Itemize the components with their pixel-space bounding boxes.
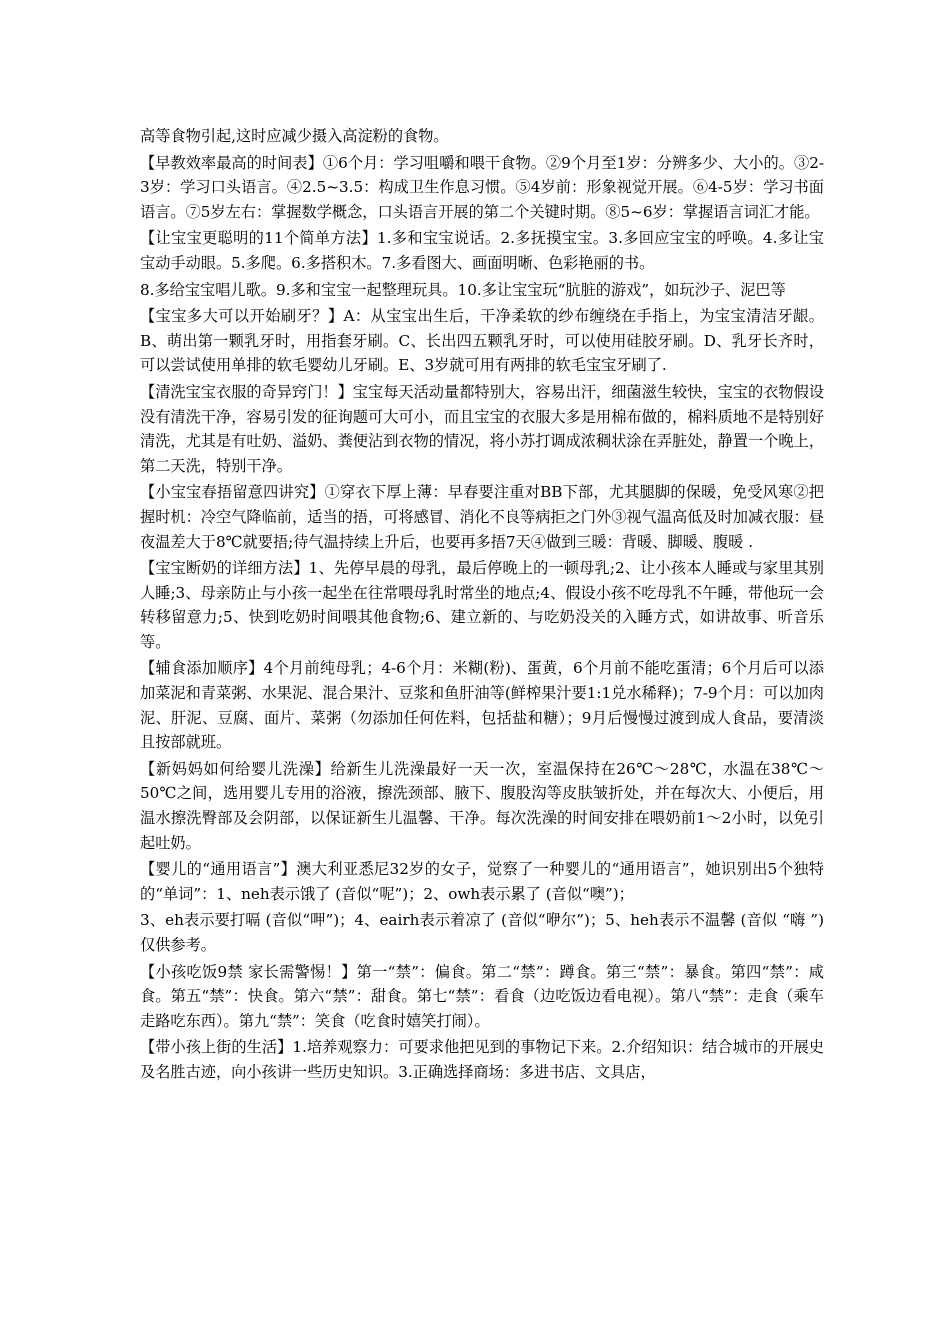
paragraph-spring-warmth: 【小宝宝春捂留意四讲究】①穿衣下厚上薄：早春要注重对BB下部，尤其腿脚的保暖，免受风寒②把握时机：冷空气降临前，适当的捂，可将感冒、消化不良等病拒之门外③视气温高低及时加减衣服：昼夜温差大于8℃就要捂;待气温持续上升后，也要再多捂7天④做到三暖：背暖、脚暖、腹暖 . — [140, 483, 824, 551]
document-body — [140, 124, 824, 1087]
paragraph-baby-bath: 【新妈妈如何给婴儿洗澡】给新生儿洗澡最好一天一次，室温保持在26℃～28℃，水温在38℃～50℃之间，选用婴儿专用的浴液，擦洗颈部、腋下、腹股沟等皮肤皱折处，并在每次大、小便后，用温水擦洗臀部及会阴部，以保证新生儿温馨、干净。每次洗澡的时间安排在喂奶前1～2小时，以免引起吐奶。 — [140, 759, 824, 852]
paragraph-tooth-brushing: 【宝宝多大可以开始刷牙？】A：从宝宝出生后，干净柔软的纱布缠绕在手指上，为宝宝清洁牙龈。B、萌出第一颗乳牙时，用指套牙刷。C、长出四五颗乳牙时，可以使用硅胶牙刷。D、乳牙长齐时，可以尝试使用单排的软毛婴幼儿牙刷。E、3岁就可用有两排的软毛宝宝牙刷了. — [140, 307, 824, 375]
paragraph-smarter-baby-cont: 8.多给宝宝唱儿歌。9.多和宝宝一起整理玩具。10.多让宝宝玩“肮脏的游戏”，如玩沙子、泥巴等 — [140, 280, 786, 299]
paragraph-early-education: 【早教效率最高的时间表】①6个月：学习咀嚼和喂干食物。②9个月至1岁：分辨多少、大小的。③2-3岁：学习口头语言。④2.5~3.5：构成卫生作息习惯。⑤4岁前：形象视觉开展。⑥4-5岁：学习书面语言。⑦5岁左右：掌握数学概念，口头语言开展的第二个关键时期。⑧5~6岁：掌握语言词汇才能。 — [140, 153, 824, 221]
paragraph-street-outing: 【带小孩上街的生活】1.培养观察力：可要求他把见到的事物记下来。2.介绍知识：结合城市的开展史及名胜古迹，向小孩讲一些历史知识。3.正确选择商场：多进书店、文具店， — [140, 1038, 824, 1081]
paragraph-solid-food-order: 【辅食添加顺序】4个月前纯母乳；4-6个月：米糊(粉)、蛋黄，6个月前不能吃蛋清；6个月后可以添加菜泥和青菜粥、水果泥、混合果汁、豆浆和鱼肝油等(鲜榨果汁要1:1兑水稀释)；7-9个月：可以加肉泥、肝泥、豆腐、面片、菜粥（勿添加任何佐料，包括盐和糖）；9月后慢慢过渡到成人食品，要清淡且按部就班。 — [140, 659, 824, 752]
paragraph-baby-language: 【婴儿的“通用语言”】澳大利亚悉尼32岁的女子，觉察了一种婴儿的“通用语言”，她识别出5个独特的“单词”：1、neh表示饿了 (音似“呢”)；2、owh表示累了 (音似“噢”)； — [140, 860, 824, 903]
paragraph-starch-food: 高等食物引起,这时应减少摄入高淀粉的食物。 — [140, 127, 449, 145]
paragraph-baby-language-cont: 3、eh表示要打嗝 (音似“呷”)；4、eairh表示着凉了 (音似“咿尔”)；5、heh表示不温馨 (音似 “嗨 ”) 仅供参考。 — [140, 911, 824, 954]
paragraph-smarter-baby: 【让宝宝更聪明的11个简单方法】1.多和宝宝说话。2.多抚摸宝宝。3.多回应宝宝的呼唤。4.多让宝宝动手动眼。5.多爬。6.多搭积木。7.多看图大、画面明晰、色彩艳丽的书。 — [140, 229, 824, 272]
paragraph-weaning: 【宝宝断奶的详细方法】1、先停早晨的母乳，最后停晚上的一顿母乳;2、让小孩本人睡或与家里其别人睡;3、母亲防止与小孩一起坐在往常喂母乳时常坐的地点;4、假设小孩不吃母乳不午睡，带他玩一会转移留意力;5、快到吃奶时间喂其他食物;6、建立新的、与吃奶没关的入睡方式，如讲故事、听音乐等。 — [140, 559, 824, 651]
paragraph-washing-clothes: 【清洗宝宝衣服的奇异窍门！】宝宝每天活动量都特别大，容易出汗，细菌滋生较快，宝宝的衣物假设没有清洗干净，容易引发的征询题可大可小，而且宝宝的衣服大多是用棉布做的，棉料质地不是特别好清洗，尤其是有吐奶、溢奶、粪便沾到衣物的情况，将小苏打调成浓稠状涂在弄脏处，静置一个晚上，第二天洗，特别干净。 — [140, 382, 824, 475]
paragraph-eating-rules: 【小孩吃饭9禁 家长需警惕！】第一“禁”：偏食。第二“禁”：蹲食。第三“禁”：暴食。第四“禁”：咸食。第五“禁”：快食。第六“禁”：甜食。第七“禁”：看食（边吃饭边看电视）。第八“禁”：走食（乘车走路吃东西）。第九“禁”：笑食（吃食时嬉笑打闹）。 — [140, 962, 824, 1030]
